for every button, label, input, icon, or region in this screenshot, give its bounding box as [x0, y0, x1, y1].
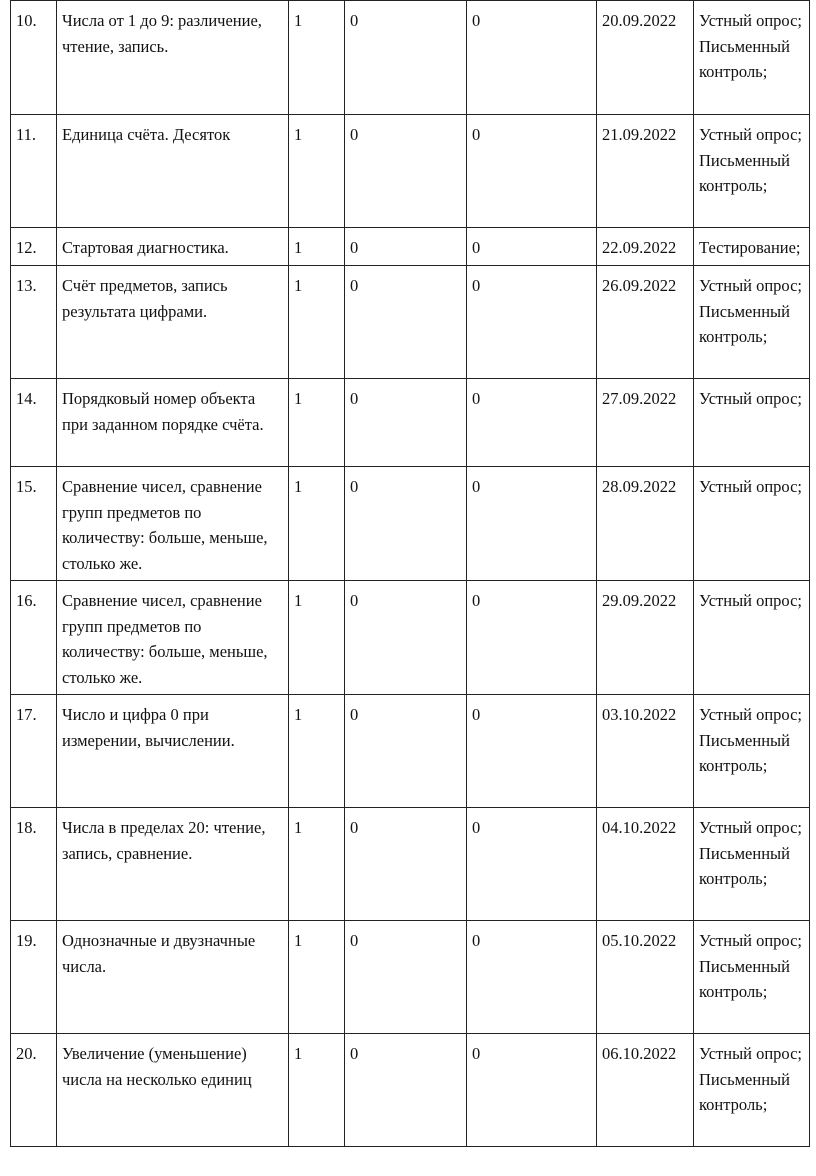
table-row [11, 115, 810, 228]
hours-practice: 0 [467, 921, 597, 1034]
lesson-number: 20. [11, 1034, 57, 1147]
lesson-topic: Увеличение (уменьшение) числа на несколько единиц [57, 1034, 289, 1147]
control-form: Устный опрос; [694, 379, 810, 467]
lesson-date: 05.10.2022 [597, 921, 694, 1034]
lesson-date: 21.09.2022 [597, 115, 694, 228]
table-row [11, 266, 810, 379]
hours-practice: 0 [467, 695, 597, 808]
hours-practice: 0 [467, 115, 597, 228]
lesson-topic: Порядковый номер объекта при заданном порядке счёта. [57, 379, 289, 467]
hours-total: 1 [289, 115, 345, 228]
hours-control: 0 [345, 808, 467, 921]
hours-control: 0 [345, 921, 467, 1034]
hours-control: 0 [345, 266, 467, 379]
lesson-date: 27.09.2022 [597, 379, 694, 467]
lesson-date: 03.10.2022 [597, 695, 694, 808]
lesson-topic: Однозначные и двузначные числа. [57, 921, 289, 1034]
hours-control: 0 [345, 695, 467, 808]
hours-total: 1 [289, 266, 345, 379]
table-row [11, 1034, 810, 1147]
lesson-plan-table [10, 0, 810, 1147]
lesson-number: 11. [11, 115, 57, 228]
lesson-number: 15. [11, 467, 57, 581]
lesson-number: 19. [11, 921, 57, 1034]
table-row [11, 695, 810, 808]
lesson-date: 22.09.2022 [597, 228, 694, 266]
hours-control: 0 [345, 581, 467, 695]
table-row [11, 228, 810, 266]
lesson-number: 10. [11, 1, 57, 115]
control-form: Устный опрос; Письменный контроль; [694, 115, 810, 228]
lesson-date: 20.09.2022 [597, 1, 694, 115]
hours-total: 1 [289, 1034, 345, 1147]
lesson-date: 26.09.2022 [597, 266, 694, 379]
lesson-topic: Счёт предметов, запись результата цифрами. [57, 266, 289, 379]
hours-practice: 0 [467, 1034, 597, 1147]
hours-control: 0 [345, 379, 467, 467]
table-row [11, 581, 810, 695]
hours-practice: 0 [467, 228, 597, 266]
lesson-topic: Стартовая диагностика. [57, 228, 289, 266]
table-row [11, 379, 810, 467]
lesson-date: 29.09.2022 [597, 581, 694, 695]
lesson-number: 16. [11, 581, 57, 695]
lesson-topic: Числа от 1 до 9: различение, чтение, запись. [57, 1, 289, 115]
hours-total: 1 [289, 921, 345, 1034]
table-row [11, 808, 810, 921]
hours-total: 1 [289, 467, 345, 581]
control-form: Устный опрос; Письменный контроль; [694, 1, 810, 115]
hours-practice: 0 [467, 1, 597, 115]
lesson-number: 14. [11, 379, 57, 467]
hours-total: 1 [289, 228, 345, 266]
table-row [11, 1, 810, 115]
hours-practice: 0 [467, 379, 597, 467]
lesson-topic: Сравнение чисел, сравнение групп предметов по количеству: больше, меньше, столько же. [57, 467, 289, 581]
hours-total: 1 [289, 1, 345, 115]
hours-control: 0 [345, 228, 467, 266]
hours-control: 0 [345, 1, 467, 115]
table-row [11, 467, 810, 581]
lesson-date: 06.10.2022 [597, 1034, 694, 1147]
lesson-number: 13. [11, 266, 57, 379]
control-form: Устный опрос; Письменный контроль; [694, 1034, 810, 1147]
lesson-number: 17. [11, 695, 57, 808]
lesson-date: 04.10.2022 [597, 808, 694, 921]
hours-total: 1 [289, 695, 345, 808]
table-row [11, 921, 810, 1034]
control-form: Устный опрос; Письменный контроль; [694, 266, 810, 379]
hours-practice: 0 [467, 266, 597, 379]
control-form: Устный опрос; [694, 467, 810, 581]
lesson-topic: Числа в пределах 20: чтение, запись, сравнение. [57, 808, 289, 921]
lesson-topic: Единица счёта. Десяток [57, 115, 289, 228]
hours-practice: 0 [467, 581, 597, 695]
control-form: Устный опрос; Письменный контроль; [694, 921, 810, 1034]
hours-practice: 0 [467, 467, 597, 581]
hours-total: 1 [289, 581, 345, 695]
lesson-topic: Число и цифра 0 при измерении, вычислении. [57, 695, 289, 808]
lesson-date: 28.09.2022 [597, 467, 694, 581]
lesson-plan-body [11, 1, 810, 1147]
lesson-number: 18. [11, 808, 57, 921]
hours-practice: 0 [467, 808, 597, 921]
lesson-topic: Сравнение чисел, сравнение групп предметов по количеству: больше, меньше, столько же. [57, 581, 289, 695]
control-form: Устный опрос; [694, 581, 810, 695]
control-form: Устный опрос; Письменный контроль; [694, 808, 810, 921]
hours-total: 1 [289, 808, 345, 921]
hours-control: 0 [345, 115, 467, 228]
control-form: Устный опрос; Письменный контроль; [694, 695, 810, 808]
hours-control: 0 [345, 1034, 467, 1147]
hours-control: 0 [345, 467, 467, 581]
hours-total: 1 [289, 379, 345, 467]
lesson-number: 12. [11, 228, 57, 266]
control-form: Тестирование; [694, 228, 810, 266]
